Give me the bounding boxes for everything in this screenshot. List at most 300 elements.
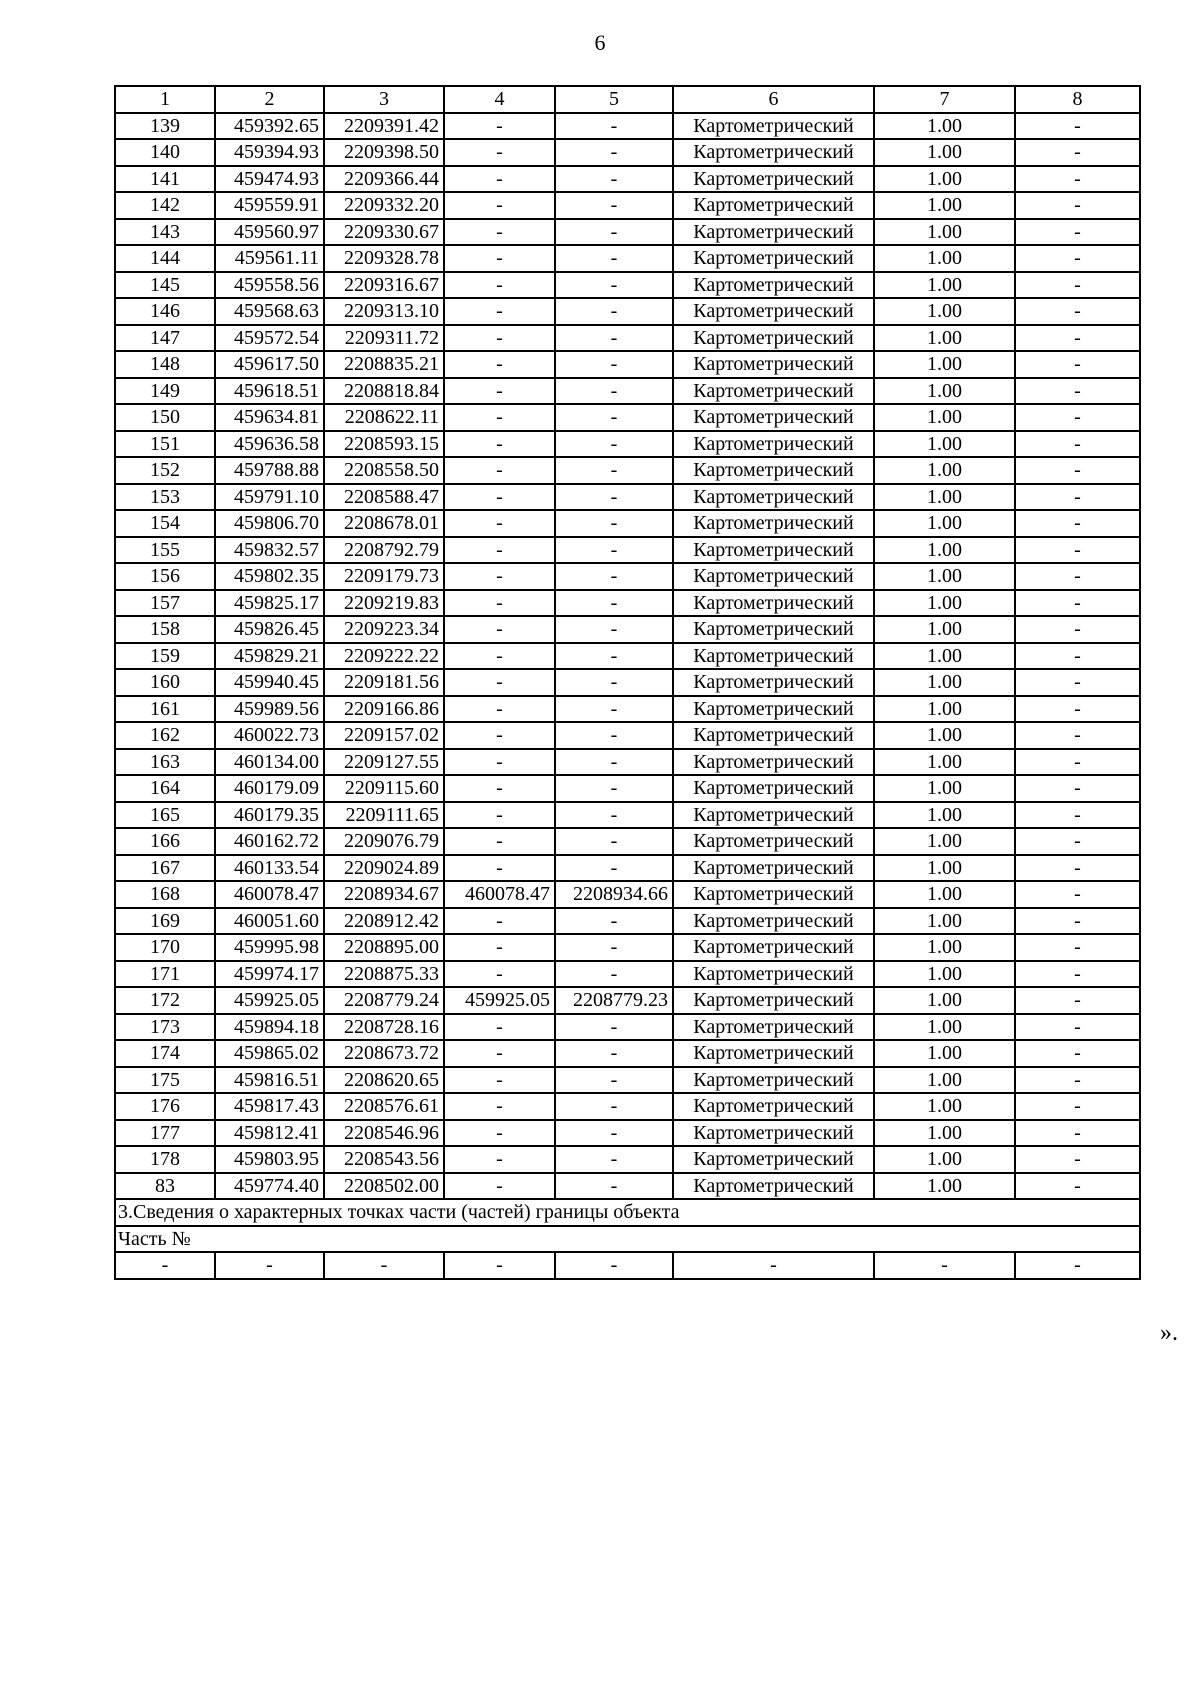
table-cell-col-7: 1.00 <box>874 113 1015 140</box>
table-cell-col-2: 459816.51 <box>215 1067 324 1094</box>
table-cell-col-7: 1.00 <box>874 563 1015 590</box>
table-cell-col-8: - <box>1015 457 1140 484</box>
table-cell-col-4: - <box>444 643 555 670</box>
table-cell-col-3: 2208818.84 <box>324 378 444 405</box>
table-cell-col-1: 175 <box>115 1067 215 1094</box>
empty-part-cell-col-8: - <box>1015 1252 1140 1279</box>
empty-part-row <box>115 1252 1140 1279</box>
table-row <box>115 1040 1140 1067</box>
table-cell-col-5: - <box>555 1120 673 1147</box>
table-cell-col-8: - <box>1015 802 1140 829</box>
table-cell-col-8: - <box>1015 775 1140 802</box>
table-cell-col-7: 1.00 <box>874 457 1015 484</box>
table-cell-col-5: - <box>555 272 673 299</box>
table-cell-col-7: 1.00 <box>874 245 1015 272</box>
column-header-3: 3 <box>324 86 444 113</box>
table-cell-col-6: Картометрический <box>673 1120 874 1147</box>
table-row <box>115 219 1140 246</box>
table-body <box>115 113 1140 1279</box>
table-cell-col-8: - <box>1015 828 1140 855</box>
table-cell-col-6: Картометрический <box>673 696 874 723</box>
table-cell-col-3: 2209398.50 <box>324 139 444 166</box>
table-row <box>115 987 1140 1014</box>
table-cell-col-8: - <box>1015 987 1140 1014</box>
table-cell-col-7: 1.00 <box>874 378 1015 405</box>
table-cell-col-6: Картометрический <box>673 272 874 299</box>
table-cell-col-5: - <box>555 1014 673 1041</box>
table-cell-col-2: 459617.50 <box>215 351 324 378</box>
table-row <box>115 1120 1140 1147</box>
table-cell-col-6: Картометрический <box>673 1040 874 1067</box>
table-cell-col-7: 1.00 <box>874 908 1015 935</box>
table-cell-col-5: - <box>555 139 673 166</box>
table-cell-col-5: - <box>555 484 673 511</box>
table-row <box>115 775 1140 802</box>
table-cell-col-3: 2208792.79 <box>324 537 444 564</box>
table-cell-col-8: - <box>1015 1173 1140 1200</box>
table-cell-col-3: 2208543.56 <box>324 1146 444 1173</box>
table-row <box>115 351 1140 378</box>
table-cell-col-8: - <box>1015 1067 1140 1094</box>
table-cell-col-1: 174 <box>115 1040 215 1067</box>
table-row <box>115 696 1140 723</box>
table-cell-col-1: 158 <box>115 616 215 643</box>
table-cell-col-5: - <box>555 325 673 352</box>
table-cell-col-8: - <box>1015 272 1140 299</box>
table-row <box>115 245 1140 272</box>
table-cell-col-6: Картометрический <box>673 1093 874 1120</box>
table-cell-col-8: - <box>1015 1146 1140 1173</box>
empty-part-cell-col-5: - <box>555 1252 673 1279</box>
table-row <box>115 961 1140 988</box>
table-cell-col-2: 460022.73 <box>215 722 324 749</box>
table-cell-col-2: 459802.35 <box>215 563 324 590</box>
table-cell-col-4: - <box>444 590 555 617</box>
table-cell-col-2: 459940.45 <box>215 669 324 696</box>
table-cell-col-2: 459568.63 <box>215 298 324 325</box>
section-title: 3.Сведения о характерных точках части (частей) границы объекта <box>115 1199 1140 1226</box>
table-cell-col-7: 1.00 <box>874 166 1015 193</box>
table-cell-col-8: - <box>1015 643 1140 670</box>
table-cell-col-3: 2209311.72 <box>324 325 444 352</box>
table-cell-col-7: 1.00 <box>874 775 1015 802</box>
table-row <box>115 616 1140 643</box>
table-cell-col-3: 2208779.24 <box>324 987 444 1014</box>
table-cell-col-7: 1.00 <box>874 696 1015 723</box>
table-cell-col-2: 459925.05 <box>215 987 324 1014</box>
table-cell-col-4: - <box>444 457 555 484</box>
table-cell-col-6: Картометрический <box>673 245 874 272</box>
table-cell-col-6: Картометрический <box>673 934 874 961</box>
table-cell-col-6: Картометрический <box>673 643 874 670</box>
table-cell-col-2: 459618.51 <box>215 378 324 405</box>
table-row <box>115 1146 1140 1173</box>
table-cell-col-3: 2208620.65 <box>324 1067 444 1094</box>
table-row <box>115 908 1140 935</box>
table-cell-col-4: - <box>444 908 555 935</box>
table-row <box>115 113 1140 140</box>
table-cell-col-1: 153 <box>115 484 215 511</box>
table-row <box>115 1067 1140 1094</box>
table-cell-col-2: 460051.60 <box>215 908 324 935</box>
table-cell-col-7: 1.00 <box>874 1067 1015 1094</box>
table-cell-col-7: 1.00 <box>874 855 1015 882</box>
table-cell-col-4: - <box>444 537 555 564</box>
table-cell-col-7: 1.00 <box>874 1014 1015 1041</box>
table-cell-col-6: Картометрический <box>673 1146 874 1173</box>
table-cell-col-1: 157 <box>115 590 215 617</box>
table-cell-col-3: 2209223.34 <box>324 616 444 643</box>
table-cell-col-3: 2208934.67 <box>324 881 444 908</box>
table-cell-col-8: - <box>1015 616 1140 643</box>
table-cell-col-5: - <box>555 192 673 219</box>
table-cell-col-1: 159 <box>115 643 215 670</box>
column-header-2: 2 <box>215 86 324 113</box>
table-cell-col-2: 459392.65 <box>215 113 324 140</box>
table-cell-col-4: - <box>444 378 555 405</box>
table-row <box>115 1093 1140 1120</box>
table-cell-col-3: 2209076.79 <box>324 828 444 855</box>
table-cell-col-3: 2208678.01 <box>324 510 444 537</box>
table-cell-col-3: 2208593.15 <box>324 431 444 458</box>
table-cell-col-8: - <box>1015 1014 1140 1041</box>
table-cell-col-6: Картометрический <box>673 669 874 696</box>
table-cell-col-4: 459925.05 <box>444 987 555 1014</box>
table-cell-col-6: Картометрический <box>673 908 874 935</box>
table-cell-col-6: Картометрический <box>673 828 874 855</box>
table-cell-col-1: 146 <box>115 298 215 325</box>
table-cell-col-2: 459826.45 <box>215 616 324 643</box>
table-cell-col-5: - <box>555 1146 673 1173</box>
table-cell-col-6: Картометрический <box>673 775 874 802</box>
table-row <box>115 590 1140 617</box>
table-cell-col-6: Картометрический <box>673 881 874 908</box>
table-cell-col-5: - <box>555 378 673 405</box>
table-cell-col-5: - <box>555 669 673 696</box>
table-cell-col-7: 1.00 <box>874 1040 1015 1067</box>
table-cell-col-8: - <box>1015 934 1140 961</box>
table-cell-col-6: Картометрический <box>673 802 874 829</box>
column-header-1: 1 <box>115 86 215 113</box>
column-header-7: 7 <box>874 86 1015 113</box>
table-cell-col-1: 149 <box>115 378 215 405</box>
table-cell-col-6: Картометрический <box>673 722 874 749</box>
table-cell-col-2: 459832.57 <box>215 537 324 564</box>
table-cell-col-4: - <box>444 722 555 749</box>
table-cell-col-6: Картометрический <box>673 113 874 140</box>
table-cell-col-5: - <box>555 431 673 458</box>
table-row <box>115 828 1140 855</box>
table-cell-col-4: - <box>444 1040 555 1067</box>
table-cell-col-1: 172 <box>115 987 215 1014</box>
table-cell-col-4: - <box>444 113 555 140</box>
table-cell-col-7: 1.00 <box>874 749 1015 776</box>
table-cell-col-7: 1.00 <box>874 351 1015 378</box>
table-cell-col-4: - <box>444 855 555 882</box>
table-cell-col-5: - <box>555 643 673 670</box>
table-cell-col-5: - <box>555 802 673 829</box>
table-cell-col-2: 460179.35 <box>215 802 324 829</box>
table-cell-col-4: - <box>444 669 555 696</box>
table-cell-col-8: - <box>1015 590 1140 617</box>
table-row <box>115 802 1140 829</box>
table-cell-col-5: - <box>555 537 673 564</box>
table-cell-col-6: Картометрический <box>673 457 874 484</box>
table-cell-col-2: 459788.88 <box>215 457 324 484</box>
table-cell-col-8: - <box>1015 696 1140 723</box>
table-cell-col-7: 1.00 <box>874 881 1015 908</box>
table-cell-col-6: Картометрический <box>673 192 874 219</box>
table-cell-col-7: 1.00 <box>874 1093 1015 1120</box>
table-cell-col-7: 1.00 <box>874 643 1015 670</box>
table-cell-col-1: 144 <box>115 245 215 272</box>
table-cell-col-3: 2208588.47 <box>324 484 444 511</box>
table-cell-col-7: 1.00 <box>874 325 1015 352</box>
table-cell-col-1: 177 <box>115 1120 215 1147</box>
table-cell-col-3: 2209366.44 <box>324 166 444 193</box>
table-cell-col-8: - <box>1015 378 1140 405</box>
table-cell-col-6: Картометрический <box>673 510 874 537</box>
table-cell-col-1: 178 <box>115 1146 215 1173</box>
table-cell-col-3: 2208558.50 <box>324 457 444 484</box>
table-cell-col-5: - <box>555 510 673 537</box>
table-row <box>115 192 1140 219</box>
table-cell-col-7: 1.00 <box>874 431 1015 458</box>
table-cell-col-1: 170 <box>115 934 215 961</box>
table-cell-col-7: 1.00 <box>874 298 1015 325</box>
table-cell-col-2: 459572.54 <box>215 325 324 352</box>
table-cell-col-1: 83 <box>115 1173 215 1200</box>
page-number: 6 <box>594 30 606 55</box>
table-cell-col-7: 1.00 <box>874 590 1015 617</box>
table-cell-col-6: Картометрический <box>673 484 874 511</box>
table-cell-col-1: 148 <box>115 351 215 378</box>
table-cell-col-7: 1.00 <box>874 404 1015 431</box>
table-cell-col-2: 459995.98 <box>215 934 324 961</box>
table-cell-col-1: 145 <box>115 272 215 299</box>
table-cell-col-8: - <box>1015 855 1140 882</box>
table-cell-col-4: - <box>444 696 555 723</box>
table-row <box>115 881 1140 908</box>
empty-part-cell-col-4: - <box>444 1252 555 1279</box>
empty-part-cell-col-7: - <box>874 1252 1015 1279</box>
table-cell-col-1: 176 <box>115 1093 215 1120</box>
table-cell-col-1: 171 <box>115 961 215 988</box>
table-cell-col-5: - <box>555 219 673 246</box>
table-cell-col-4: - <box>444 351 555 378</box>
table-cell-col-3: 2209157.02 <box>324 722 444 749</box>
table-cell-col-4: - <box>444 139 555 166</box>
table-cell-col-3: 2209111.65 <box>324 802 444 829</box>
table-cell-col-5: - <box>555 404 673 431</box>
table-cell-col-5: - <box>555 245 673 272</box>
table-cell-col-5: - <box>555 722 673 749</box>
table-cell-col-1: 173 <box>115 1014 215 1041</box>
table-cell-col-8: - <box>1015 325 1140 352</box>
table-cell-col-4: - <box>444 166 555 193</box>
table-row <box>115 510 1140 537</box>
table-cell-col-5: - <box>555 696 673 723</box>
table-row <box>115 749 1140 776</box>
table-cell-col-5: 2208779.23 <box>555 987 673 1014</box>
table-cell-col-3: 2208576.61 <box>324 1093 444 1120</box>
table-cell-col-2: 459803.95 <box>215 1146 324 1173</box>
table-cell-col-1: 142 <box>115 192 215 219</box>
table-cell-col-4: - <box>444 934 555 961</box>
table-cell-col-2: 459974.17 <box>215 961 324 988</box>
table-cell-col-4: - <box>444 616 555 643</box>
table-cell-col-5: - <box>555 457 673 484</box>
table-cell-col-1: 160 <box>115 669 215 696</box>
table-row <box>115 855 1140 882</box>
closing-quote-mark: ». <box>1160 1320 1178 1346</box>
table-cell-col-5: - <box>555 351 673 378</box>
table-cell-col-6: Картометрический <box>673 961 874 988</box>
table-cell-col-2: 459817.43 <box>215 1093 324 1120</box>
table-cell-col-5: - <box>555 855 673 882</box>
table-cell-col-7: 1.00 <box>874 669 1015 696</box>
table-row <box>115 1014 1140 1041</box>
table-cell-col-7: 1.00 <box>874 1120 1015 1147</box>
table-cell-col-8: - <box>1015 139 1140 166</box>
table-cell-col-2: 459806.70 <box>215 510 324 537</box>
table-cell-col-7: 1.00 <box>874 219 1015 246</box>
table-cell-col-8: - <box>1015 484 1140 511</box>
table-cell-col-2: 459561.11 <box>215 245 324 272</box>
table-row <box>115 457 1140 484</box>
table-cell-col-8: - <box>1015 245 1140 272</box>
table-row <box>115 934 1140 961</box>
table-cell-col-5: - <box>555 298 673 325</box>
table-cell-col-6: Картометрический <box>673 351 874 378</box>
section-title-row <box>115 1199 1140 1226</box>
table-cell-col-2: 460162.72 <box>215 828 324 855</box>
table-cell-col-3: 2208912.42 <box>324 908 444 935</box>
table-cell-col-5: - <box>555 590 673 617</box>
table-row <box>115 1173 1140 1200</box>
table-cell-col-3: 2208835.21 <box>324 351 444 378</box>
table-cell-col-8: - <box>1015 404 1140 431</box>
table-cell-col-5: 2208934.66 <box>555 881 673 908</box>
part-number-label: Часть № <box>115 1226 1140 1253</box>
table-cell-col-8: - <box>1015 219 1140 246</box>
table-cell-col-3: 2209219.83 <box>324 590 444 617</box>
table-cell-col-4: - <box>444 775 555 802</box>
table-cell-col-7: 1.00 <box>874 616 1015 643</box>
table-cell-col-7: 1.00 <box>874 1173 1015 1200</box>
table-cell-col-1: 151 <box>115 431 215 458</box>
table-row <box>115 325 1140 352</box>
table-cell-col-7: 1.00 <box>874 484 1015 511</box>
table-cell-col-3: 2209391.42 <box>324 113 444 140</box>
table-cell-col-7: 1.00 <box>874 139 1015 166</box>
table-cell-col-4: - <box>444 563 555 590</box>
empty-part-cell-col-1: - <box>115 1252 215 1279</box>
table-cell-col-5: - <box>555 1173 673 1200</box>
table-cell-col-2: 460078.47 <box>215 881 324 908</box>
table-cell-col-3: 2209024.89 <box>324 855 444 882</box>
table-cell-col-5: - <box>555 166 673 193</box>
table-cell-col-3: 2209330.67 <box>324 219 444 246</box>
table-cell-col-1: 164 <box>115 775 215 802</box>
table-cell-col-1: 166 <box>115 828 215 855</box>
table-cell-col-7: 1.00 <box>874 961 1015 988</box>
table-cell-col-7: 1.00 <box>874 272 1015 299</box>
table-cell-col-3: 2209181.56 <box>324 669 444 696</box>
table-cell-col-6: Картометрический <box>673 855 874 882</box>
table-cell-col-8: - <box>1015 563 1140 590</box>
table-cell-col-1: 150 <box>115 404 215 431</box>
table-row <box>115 722 1140 749</box>
table-cell-col-1: 163 <box>115 749 215 776</box>
table-cell-col-1: 165 <box>115 802 215 829</box>
table-cell-col-5: - <box>555 961 673 988</box>
table-row <box>115 484 1140 511</box>
table-cell-col-7: 1.00 <box>874 934 1015 961</box>
table-cell-col-4: - <box>444 219 555 246</box>
table-cell-col-3: 2208502.00 <box>324 1173 444 1200</box>
table-cell-col-2: 459825.17 <box>215 590 324 617</box>
table-cell-col-6: Картометрический <box>673 166 874 193</box>
part-label-row <box>115 1226 1140 1253</box>
table-cell-col-1: 139 <box>115 113 215 140</box>
table-cell-col-3: 2209179.73 <box>324 563 444 590</box>
empty-part-cell-col-6: - <box>673 1252 874 1279</box>
table-row <box>115 298 1140 325</box>
table-cell-col-7: 1.00 <box>874 1146 1015 1173</box>
table-cell-col-6: Картометрический <box>673 1173 874 1200</box>
table-cell-col-6: Картометрический <box>673 325 874 352</box>
table-cell-col-8: - <box>1015 961 1140 988</box>
table-row <box>115 563 1140 590</box>
table-cell-col-1: 140 <box>115 139 215 166</box>
table-cell-col-8: - <box>1015 351 1140 378</box>
table-cell-col-6: Картометрический <box>673 1014 874 1041</box>
table-cell-col-3: 2208875.33 <box>324 961 444 988</box>
table-cell-col-5: - <box>555 828 673 855</box>
table-cell-col-6: Картометрический <box>673 139 874 166</box>
table-cell-col-8: - <box>1015 431 1140 458</box>
table-row <box>115 537 1140 564</box>
coordinates-table <box>114 85 1141 1280</box>
table-cell-col-5: - <box>555 113 673 140</box>
table-cell-col-4: - <box>444 298 555 325</box>
table-row <box>115 643 1140 670</box>
table-cell-col-6: Картометрический <box>673 616 874 643</box>
table-cell-col-3: 2208673.72 <box>324 1040 444 1067</box>
table-cell-col-4: - <box>444 192 555 219</box>
table-cell-col-8: - <box>1015 1093 1140 1120</box>
table-cell-col-2: 459894.18 <box>215 1014 324 1041</box>
table-cell-col-8: - <box>1015 908 1140 935</box>
table-cell-col-7: 1.00 <box>874 722 1015 749</box>
table-cell-col-8: - <box>1015 298 1140 325</box>
table-cell-col-4: - <box>444 828 555 855</box>
table-cell-col-1: 162 <box>115 722 215 749</box>
table-cell-col-4: 460078.47 <box>444 881 555 908</box>
table-cell-col-1: 167 <box>115 855 215 882</box>
table-cell-col-5: - <box>555 1067 673 1094</box>
coordinates-table-container <box>114 85 1139 1280</box>
table-cell-col-4: - <box>444 431 555 458</box>
table-cell-col-1: 154 <box>115 510 215 537</box>
table-cell-col-7: 1.00 <box>874 192 1015 219</box>
table-cell-col-1: 152 <box>115 457 215 484</box>
table-row <box>115 669 1140 696</box>
table-cell-col-2: 459558.56 <box>215 272 324 299</box>
table-cell-col-4: - <box>444 961 555 988</box>
table-cell-col-4: - <box>444 1067 555 1094</box>
